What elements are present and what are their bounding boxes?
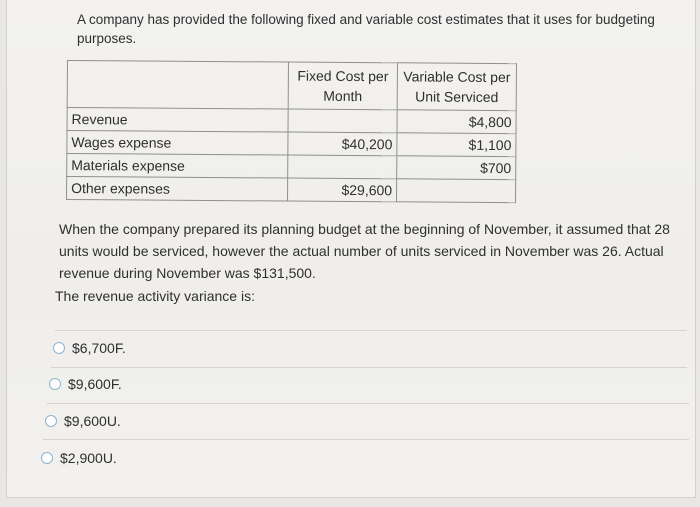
- option-label: $9,600F.: [68, 376, 122, 392]
- answer-option-3[interactable]: [45, 413, 121, 429]
- divider: [43, 439, 689, 440]
- variable-cost-value: $4,800: [397, 110, 516, 134]
- header-fixed-cost: Fixed Cost per Month: [288, 62, 397, 110]
- row-label: Materials expense: [67, 154, 288, 179]
- answer-option-1[interactable]: [53, 340, 126, 356]
- question-page: [6, 0, 696, 498]
- fixed-cost-value: $40,200: [288, 132, 397, 156]
- answer-option-2[interactable]: [49, 376, 122, 392]
- header-blank-cell: [67, 61, 288, 110]
- answer-option-4[interactable]: [41, 450, 117, 466]
- cost-estimates-table: [66, 60, 517, 203]
- variable-cost-value: $700: [397, 156, 516, 180]
- fixed-cost-value: [288, 155, 397, 179]
- row-label: Revenue: [67, 108, 288, 133]
- table-row: [67, 131, 516, 157]
- variable-cost-value: [397, 179, 516, 203]
- question-prompt: The revenue activity variance is:: [55, 288, 255, 304]
- divider: [47, 403, 689, 404]
- table-row: [67, 177, 516, 203]
- radio-button[interactable]: [45, 415, 57, 427]
- divider: [55, 330, 687, 331]
- divider: [51, 367, 687, 368]
- table-row: [67, 108, 516, 134]
- option-label: $2,900U.: [60, 450, 117, 466]
- variable-cost-value: $1,100: [397, 133, 516, 157]
- row-label: Other expenses: [67, 177, 288, 202]
- scenario-text: When the company prepared its planning budget at the beginning of November, it assumed that 28 units would be serviced, however the actual number of units serviced in November was 26. Actual revenue during November was $131,500.: [59, 221, 670, 281]
- header-variable-cost: Variable Cost per Unit Serviced: [397, 63, 516, 111]
- intro-text: A company has provided the following fixed and variable cost estimates that it uses for budgeting purposes.: [77, 12, 655, 46]
- table-row: [67, 154, 516, 180]
- table-header-row: [67, 61, 516, 111]
- radio-button[interactable]: [49, 378, 61, 390]
- option-label: $9,600U.: [64, 413, 121, 429]
- fixed-cost-value: [288, 109, 397, 133]
- option-label: $6,700F.: [72, 340, 126, 356]
- row-label: Wages expense: [67, 131, 288, 156]
- radio-button[interactable]: [41, 452, 53, 464]
- fixed-cost-value: $29,600: [288, 178, 397, 202]
- radio-button[interactable]: [53, 342, 65, 354]
